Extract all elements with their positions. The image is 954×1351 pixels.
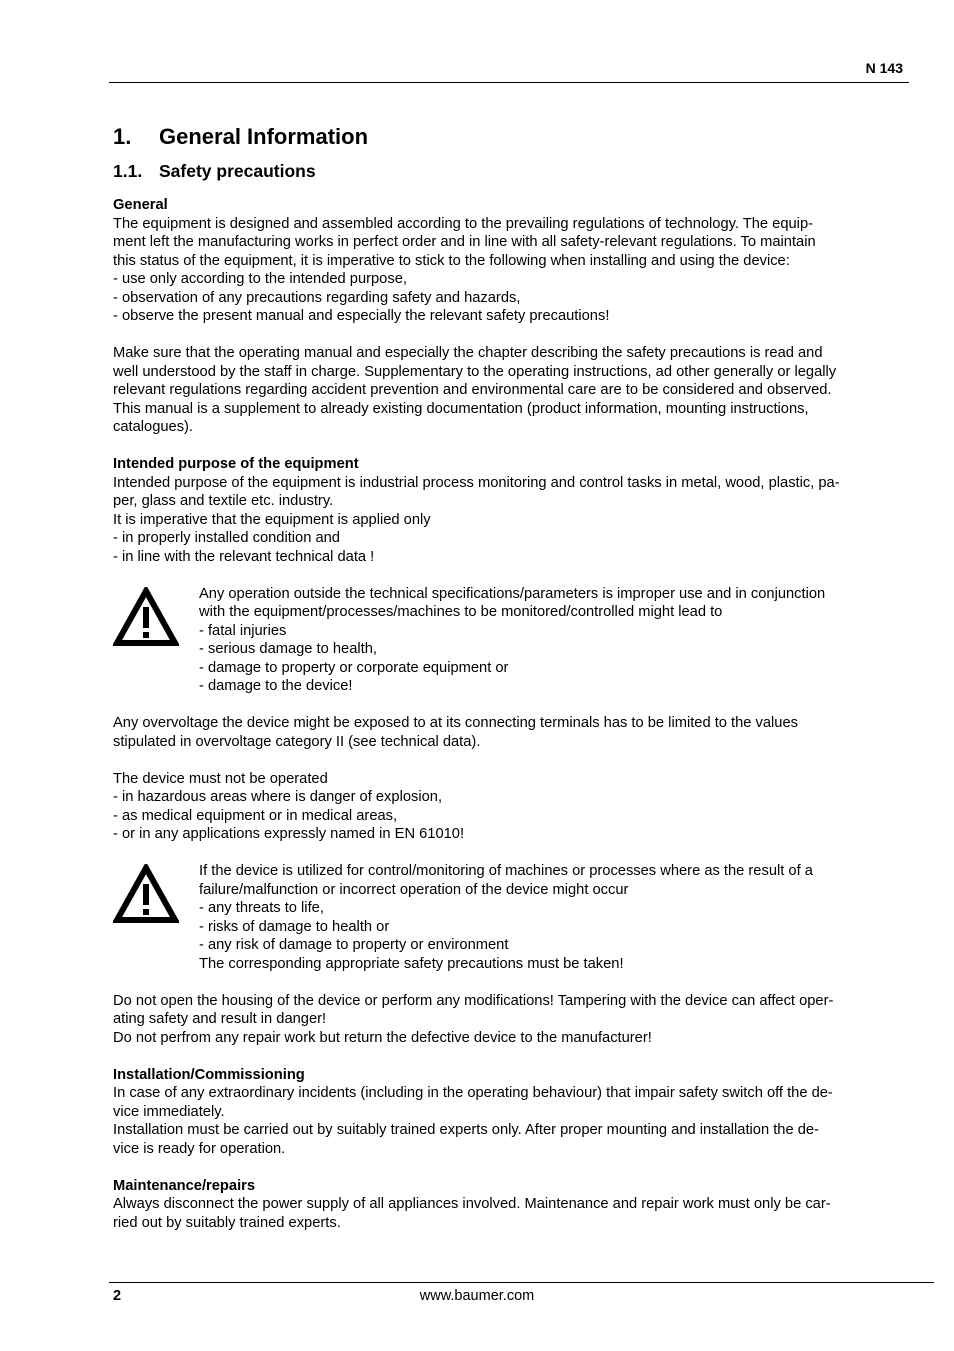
warning-triangle-icon [113,585,199,653]
maintenance-heading: Maintenance/repairs [113,1177,256,1194]
warning-line: failure/malfunction or incorrect operation of the device might occur [199,881,629,898]
general-line: ment left the manufacturing works in perfect order and in line with all safety-relevant regulations. To maintain [113,234,816,250]
warning-line: - damage to property or corporate equipment or [199,659,509,676]
warning-triangle-icon [113,862,199,930]
section-title: Safety precautions [159,161,316,181]
maintenance-line: ried out by suitably trained experts. [113,1214,341,1231]
installation-heading: Installation/Commissioning [113,1066,305,1083]
chapter-heading [113,124,368,150]
page-number: 2 [113,1288,122,1304]
general-heading: General [113,197,168,213]
not-operated-line: - as medical equipment or in medical areas, [113,807,398,824]
warning-line: - any threats to life, [199,900,324,916]
document-body [113,196,913,1232]
installation-line: vice is ready for operation. [113,1140,286,1157]
section-heading [113,161,316,182]
installation-line: vice immediately. [113,1103,225,1120]
overvoltage-line: Any overvoltage the device might be exposed to at its connecting terminals has to be limited to the values [113,715,798,731]
warning-line: with the equipment/processes/machines to be monitored/controlled might lead to [199,604,723,620]
footer-url: www.baumer.com [419,1288,535,1304]
chapter-title: General Information [159,124,369,149]
warning-line: Any operation outside the technical specifications/parameters is improper use and in conjunction [199,585,826,602]
warning-block-1 [113,585,913,696]
intended-line: - in line with the relevant technical data ! [113,548,375,565]
general-line: relevant regulations regarding accident prevention and environmental care are to be considered and observed. [113,382,832,398]
intended-line: - in properly installed condition and [113,530,340,546]
warning-line: If the device is utilized for control/monitoring of machines or processes where as the result of a [199,863,813,879]
intended-line: It is imperative that the equipment is applied only [113,511,431,528]
header-code: N 143 [865,60,903,76]
intended-heading: Intended purpose of the equipment [113,456,359,472]
general-line: this status of the equipment, it is imperative to stick to the following when installing and using the device: [113,252,790,269]
housing-line: ating safety and result in danger! [113,1011,327,1027]
general-line: - observation of any precautions regarding safety and hazards, [113,289,521,306]
warning-line: - damage to the device! [199,678,353,694]
general-line: catalogues). [113,419,194,435]
warning-line: - fatal injuries [199,622,287,639]
general-line: This manual is a supplement to already existing documentation (product information, mounting instructions, [113,400,809,417]
warning-line: - serious damage to health, [199,641,377,657]
overvoltage-line: stipulated in overvoltage category II (see technical data). [113,733,481,750]
warning-line: The corresponding appropriate safety precautions must be taken! [199,955,624,972]
section-number: 1.1. [113,161,143,181]
not-operated-line: - or in any applications expressly named in EN 61010! [113,826,465,842]
maintenance-line: Always disconnect the power supply of all appliances involved. Maintenance and repair work must only be car- [113,1196,831,1212]
header-rule [109,82,909,83]
housing-line: Do not open the housing of the device or perform any modifications! Tampering with the device can affect oper- [113,992,834,1009]
not-operated-line: The device must not be operated [113,770,328,787]
installation-line: In case of any extraordinary incidents (including in the operating behaviour) that impair safety switch off the de- [113,1085,833,1101]
warning-block-2 [113,862,913,973]
general-line: Make sure that the operating manual and especially the chapter describing the safety precautions is read and [113,345,823,361]
general-line: well understood by the staff in charge. Supplementary to the operating instructions, ad other generally or legally [113,363,837,380]
not-operated-line: - in hazardous areas where is danger of explosion, [113,789,443,805]
intended-line: Intended purpose of the equipment is industrial process monitoring and control tasks in metal, wood, plastic, pa- [113,474,840,491]
chapter-number: 1. [113,124,132,149]
general-line: - use only according to the intended purpose, [113,271,407,287]
footer-rule [109,1282,934,1283]
general-line: The equipment is designed and assembled according to the prevailing regulations of technology. The equip- [113,215,814,232]
warning-line: - risks of damage to health or [199,918,390,935]
general-line: - observe the present manual and especially the relevant safety precautions! [113,308,610,324]
housing-line: Do not perfrom any repair work but return the defective device to the manufacturer! [113,1029,652,1046]
intended-line: per, glass and textile etc. industry. [113,493,334,509]
warning-line: - any risk of damage to property or environment [199,937,509,953]
installation-line: Installation must be carried out by suitably trained experts only. After proper mounting and installation the de- [113,1122,819,1138]
